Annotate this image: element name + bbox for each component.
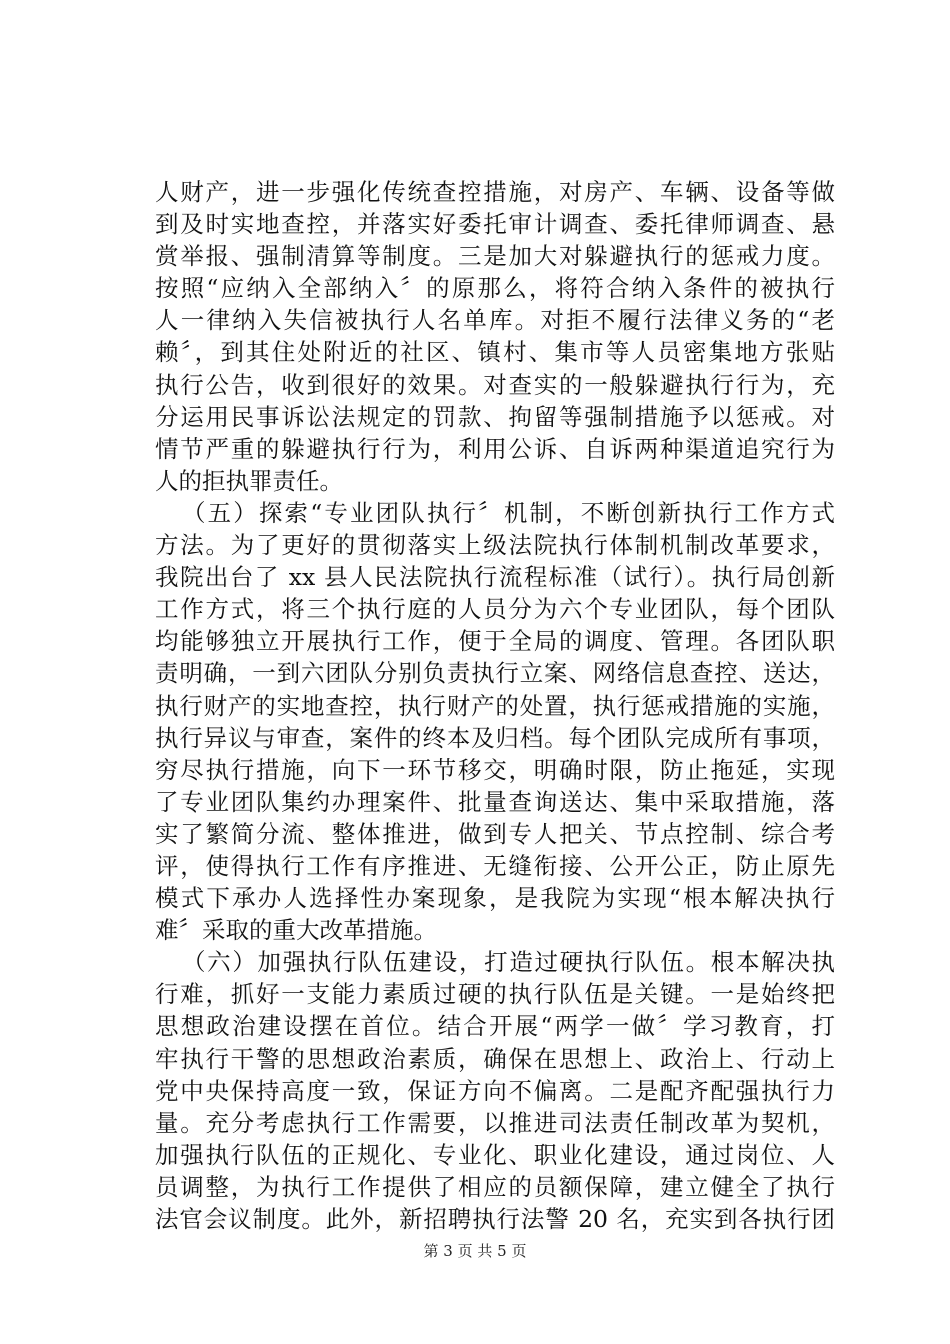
page-number: 第 3 页 共 5 页 [423,1242,527,1260]
text-line: 分运用民事诉讼法规定的罚款、拘留等强制措施予以惩戒。对 [155,402,835,431]
text-line: 人一律纳入失信被执行人名单库。对拒不履行法律义务的“老 [155,306,835,335]
text-line: 执行财产的实地查控，执行财产的处置，执行惩戒措施的实施， [155,691,835,720]
text-line: 牢执行干警的思想政治素质，确保在思想上、政治上、行动上 [155,1044,835,1073]
text-line: 均能够独立开展执行工作，便于全局的调度、管理。各团队职 [155,627,835,656]
text-line: 穷尽执行措施，向下一环节移交，明确时限，防止拖延，实现 [155,755,835,784]
text-line: 党中央保持高度一致，保证方向不偏离。二是配齐配强执行力 [155,1076,835,1105]
text-line: 责明确，一到六团队分别负责执行立案、网络信息查控、送达， [155,659,835,688]
text-line: 赖〞，到其住处附近的社区、镇村、集市等人员密集地方张贴 [155,338,835,367]
text-line: 执行公告，收到很好的效果。对查实的一般躲避执行行为，充 [155,370,835,399]
page-footer [0,1240,950,1261]
text-line: 执行异议与审查，案件的终本及归档。每个团队完成所有事项， [155,723,835,752]
body-text [155,176,835,1235]
text-line: 员调整，为执行工作提供了相应的员额保障，建立健全了执行 [155,1172,835,1201]
text-line: 到及时实地查控，并落实好委托审计调查、委托律师调查、悬 [155,210,835,239]
text-line: 法官会议制度。此外，新招聘执行法警 20 名，充实到各执行团 [155,1205,835,1233]
text-line: 量。充分考虑执行工作需要，以推进司法责任制改革为契机， [155,1108,835,1137]
text-line: 赏举报、强制清算等制度。三是加大对躲避执行的惩戒力度。 [155,242,835,271]
text-line: 实了繁简分流、整体推进，做到专人把关、节点控制、综合考 [155,819,835,848]
text-line: 人财产，进一步强化传统查控措施，对房产、车辆、设备等做 [155,178,835,206]
text-line: 思想政治建设摆在首位。结合开展“两学一做〞学习教育，打 [155,1012,835,1041]
text-line: 我院出台了 xx 县人民法院执行流程标准（试行）。执行局创新 [155,563,835,592]
text-line: 按照“应纳入全部纳入〞的原那么，将符合纳入条件的被执行 [155,274,835,303]
text-line: 评，使得执行工作有序推进、无缝衔接、公开公正，防止原先 [155,851,835,880]
text-line: 模式下承办人选择性办案现象，是我院为实现“根本解决执行 [155,884,835,913]
text-line: 工作方式，将三个执行庭的人员分为六个专业团队，每个团队 [155,595,835,624]
text-line: 人的拒执罪责任。 [155,466,343,495]
text-line: 加强执行队伍的正规化、专业化、职业化建设，通过岗位、人 [155,1140,835,1169]
section-heading-line: （五）探索“专业团队执行〞机制，不断创新执行工作方式 [182,498,835,527]
text-line: 方法。为了更好的贯彻落实上级法院执行体制机制改革要求， [155,531,835,560]
text-line: 了专业团队集约办理案件、批量查询送达、集中采取措施，落 [155,787,835,816]
text-line: 行难，抓好一支能力素质过硬的执行队伍是关键。一是始终把 [155,980,835,1009]
section-heading-line: （六）加强执行队伍建设，打造过硬执行队伍。根本解决执 [182,948,835,977]
text-line: 情节严重的躲避执行行为，利用公诉、自诉两种渠道追究行为 [155,434,835,463]
text-line: 难〞采取的重大改革措施。 [155,916,437,945]
